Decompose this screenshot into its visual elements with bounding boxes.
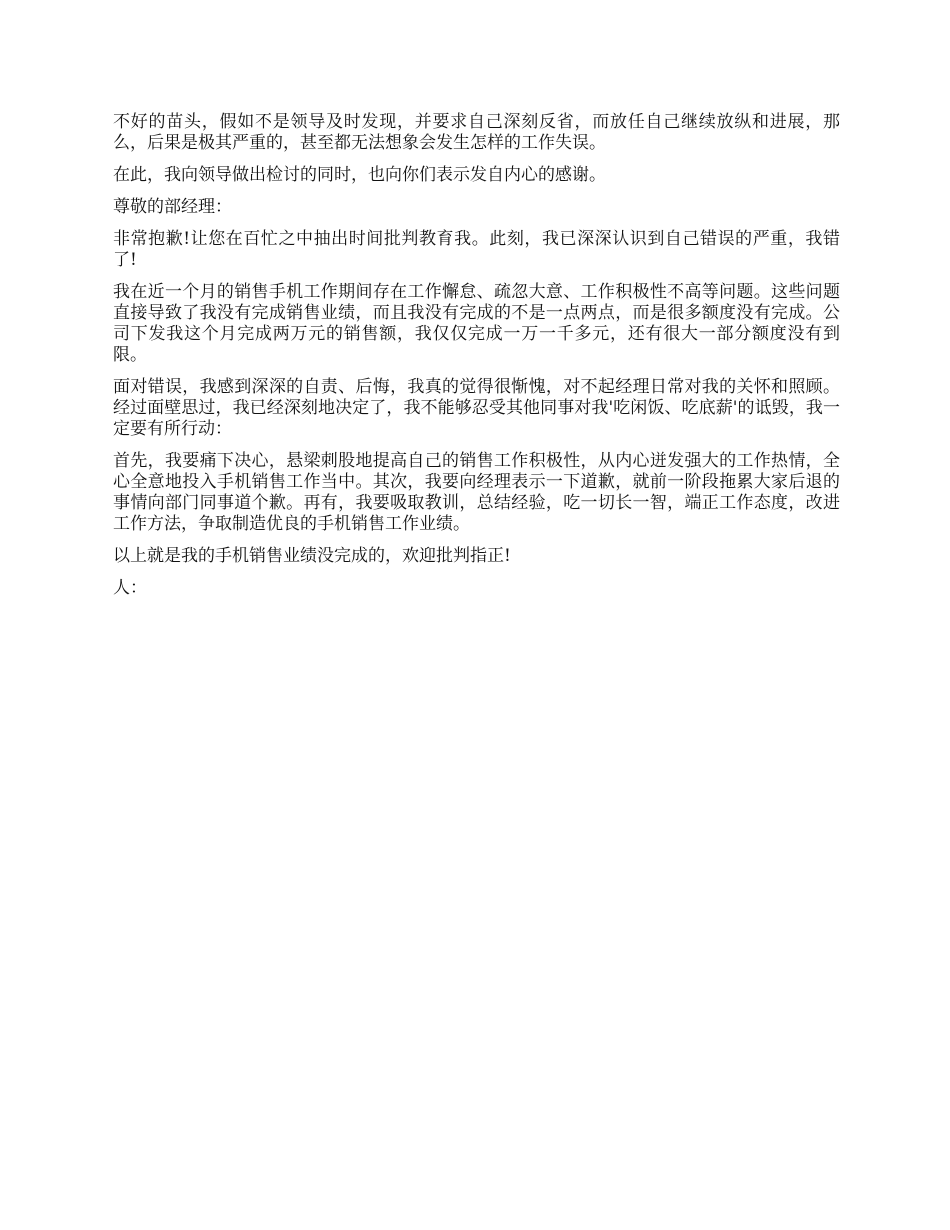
paragraph-closing: 以上就是我的手机销售业绩没完成的，欢迎批判指正!: [113, 546, 511, 566]
signature-line: 人：: [113, 578, 147, 598]
paragraph-actions: 首先，我要痛下决心，悬梁刺股地提高自己的销售工作积极性，从内心迸发强大的工作热情，全心全意地投入手机销售工作当中。其次，我要向经理表示一下道歉，就前一阶段拖累大家后退的事情向部门同事道个歉。再有，我要吸取教训，总结经验，吃一切长一智，端正工作态度，改进工作方法，争取制造优良的手机销售工作业绩。: [113, 451, 840, 534]
paragraph-1: 不好的苗头，假如不是领导及时发现，并要求自己深刻反省，而放任自己继续放纵和进展，那么，后果是极其严重的，甚至都无法想象会发生怎样的工作失误。: [113, 112, 840, 153]
paragraph-problems: 我在近一个月的销售手机工作期间存在工作懈怠、疏忽大意、工作积极性不高等问题。这些问题直接导致了我没有完成销售业绩，而且我没有完成的不是一点两点，而是很多额度没有完成。公司下发我这个月完成两万元的销售额，我仅仅完成一万一千多元，还有很大一部分额度没有到限。: [113, 282, 840, 365]
document-body: [113, 112, 840, 610]
paragraph-2: 在此，我向领导做出检讨的同时，也向你们表示发自内心的感谢。: [113, 165, 606, 185]
paragraph-reflection: 面对错误，我感到深深的自责、后悔，我真的觉得很惭愧，对不起经理日常对我的关怀和照顾。经过面壁思过，我已经深刻地决定了，我不能够忍受其他同事对我'吃闲饭、吃底薪'的诋毁，我一定要有所行动：: [113, 377, 840, 439]
salutation: 尊敬的部经理：: [113, 197, 232, 217]
paragraph-apology: 非常抱歉!让您在百忙之中抽出时间批判教育我。此刻，我已深深认识到自己错误的严重，我错了!: [113, 229, 840, 270]
